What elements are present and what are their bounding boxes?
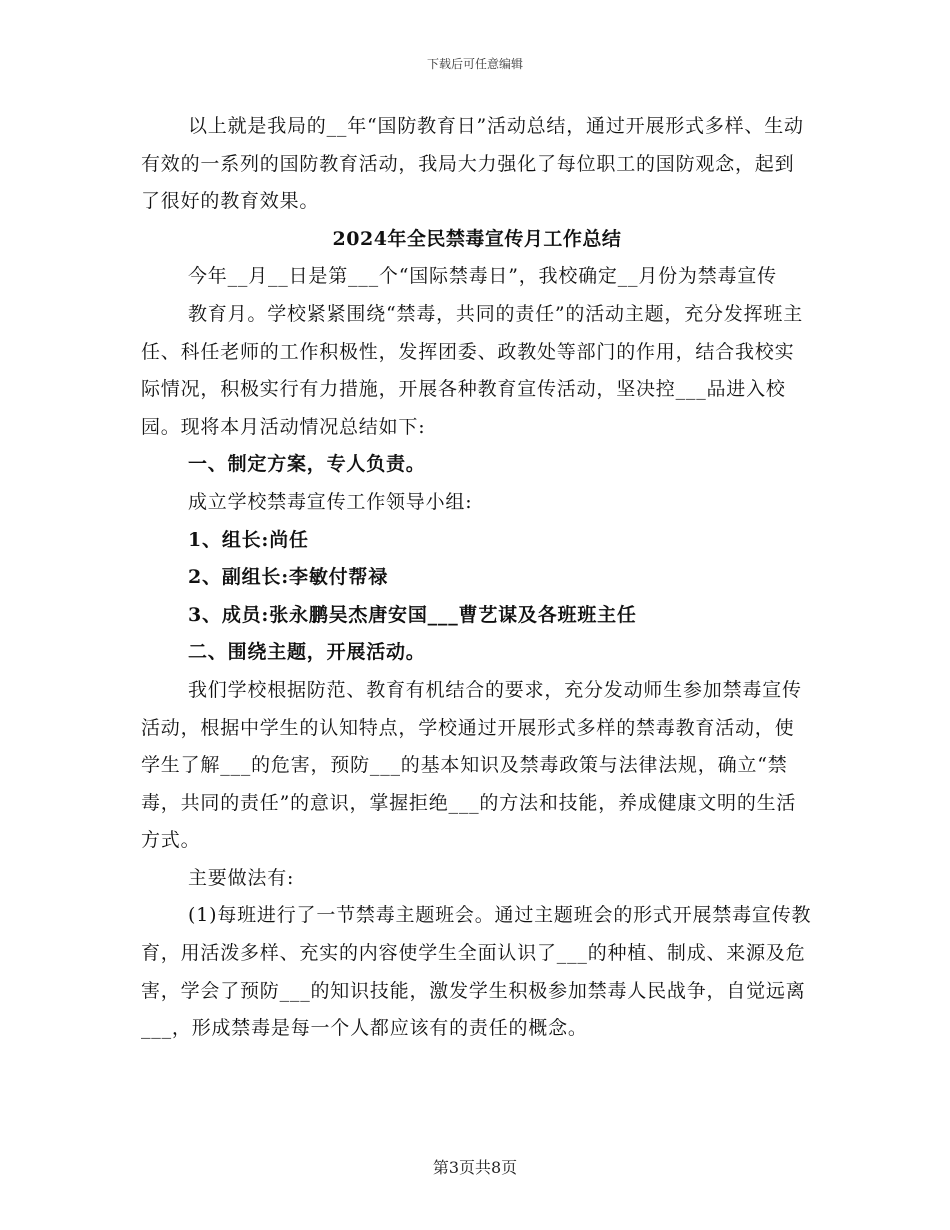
section-title: 2024年全民禁毒宣传月工作总结: [332, 227, 622, 250]
paragraph-leadership-group: 成立学校禁毒宣传工作领导小组:: [188, 490, 473, 513]
heading-activities: 二、围绕主题，开展活动。: [188, 641, 426, 664]
list-item-leader: 1、组长:尚任: [188, 528, 309, 551]
paragraph-methods-label: 主要做法有:: [188, 866, 295, 889]
list-item-members: 3、成员:张永鹏吴杰唐安国___曹艺谋及各班班主任: [188, 603, 637, 626]
paragraph-education-month: 教育月。学校紧紧围绕“禁毒，共同的责任”的活动主题，充分发挥班主任、科任老师的工作积极性，发挥团委、政教处等部门的作用，结合我校实际情况，积极实行有力措施，开展各种教育宣传活动，坚决控___品进入校园。现将本月活动情况总结如下:: [141, 302, 804, 438]
page-header: 下载后可任意编辑: [426, 57, 523, 71]
document-body: [141, 108, 813, 1048]
paragraph-summary: 以上就是我局的__年“国防教育日”活动总结，通过开展形式多样、生动有效的一系列的国防教育活动，我局大力强化了每位职工的国防观念，起到了很好的教育效果。: [141, 115, 804, 213]
heading-plan: 一、制定方案，专人负责。: [188, 453, 426, 476]
page-number: 第3页共8页: [432, 1158, 518, 1177]
paragraph-class-meeting: (1)每班进行了一节禁毒主题班会。通过主题班会的形式开展禁毒宣传教育，用活泼多样、充实的内容使学生全面认识了___的种植、制成、来源及危害，学会了预防___的知识技能，激发学生积极参加禁毒人民战争，自觉远离___，形成禁毒是每一个人都应该有的责任的概念。: [141, 904, 812, 1040]
paragraph-activities: 我们学校根据防范、教育有机结合的要求，充分发动师生参加禁毒宣传活动，根据中学生的认知特点，学校通过开展形式多样的禁毒教育活动，使学生了解___的危害，预防___的基本知识及禁毒政策与法律法规，确立“禁毒，共同的责任”的意识，掌握拒绝___的方法和技能，养成健康文明的生活方式。: [141, 678, 802, 852]
paragraph-intro: 今年__月__日是第___个“国际禁毒日”，我校确定__月份为禁毒宣传: [188, 265, 777, 288]
list-item-deputy: 2、副组长:李敏付帮禄: [188, 566, 389, 589]
